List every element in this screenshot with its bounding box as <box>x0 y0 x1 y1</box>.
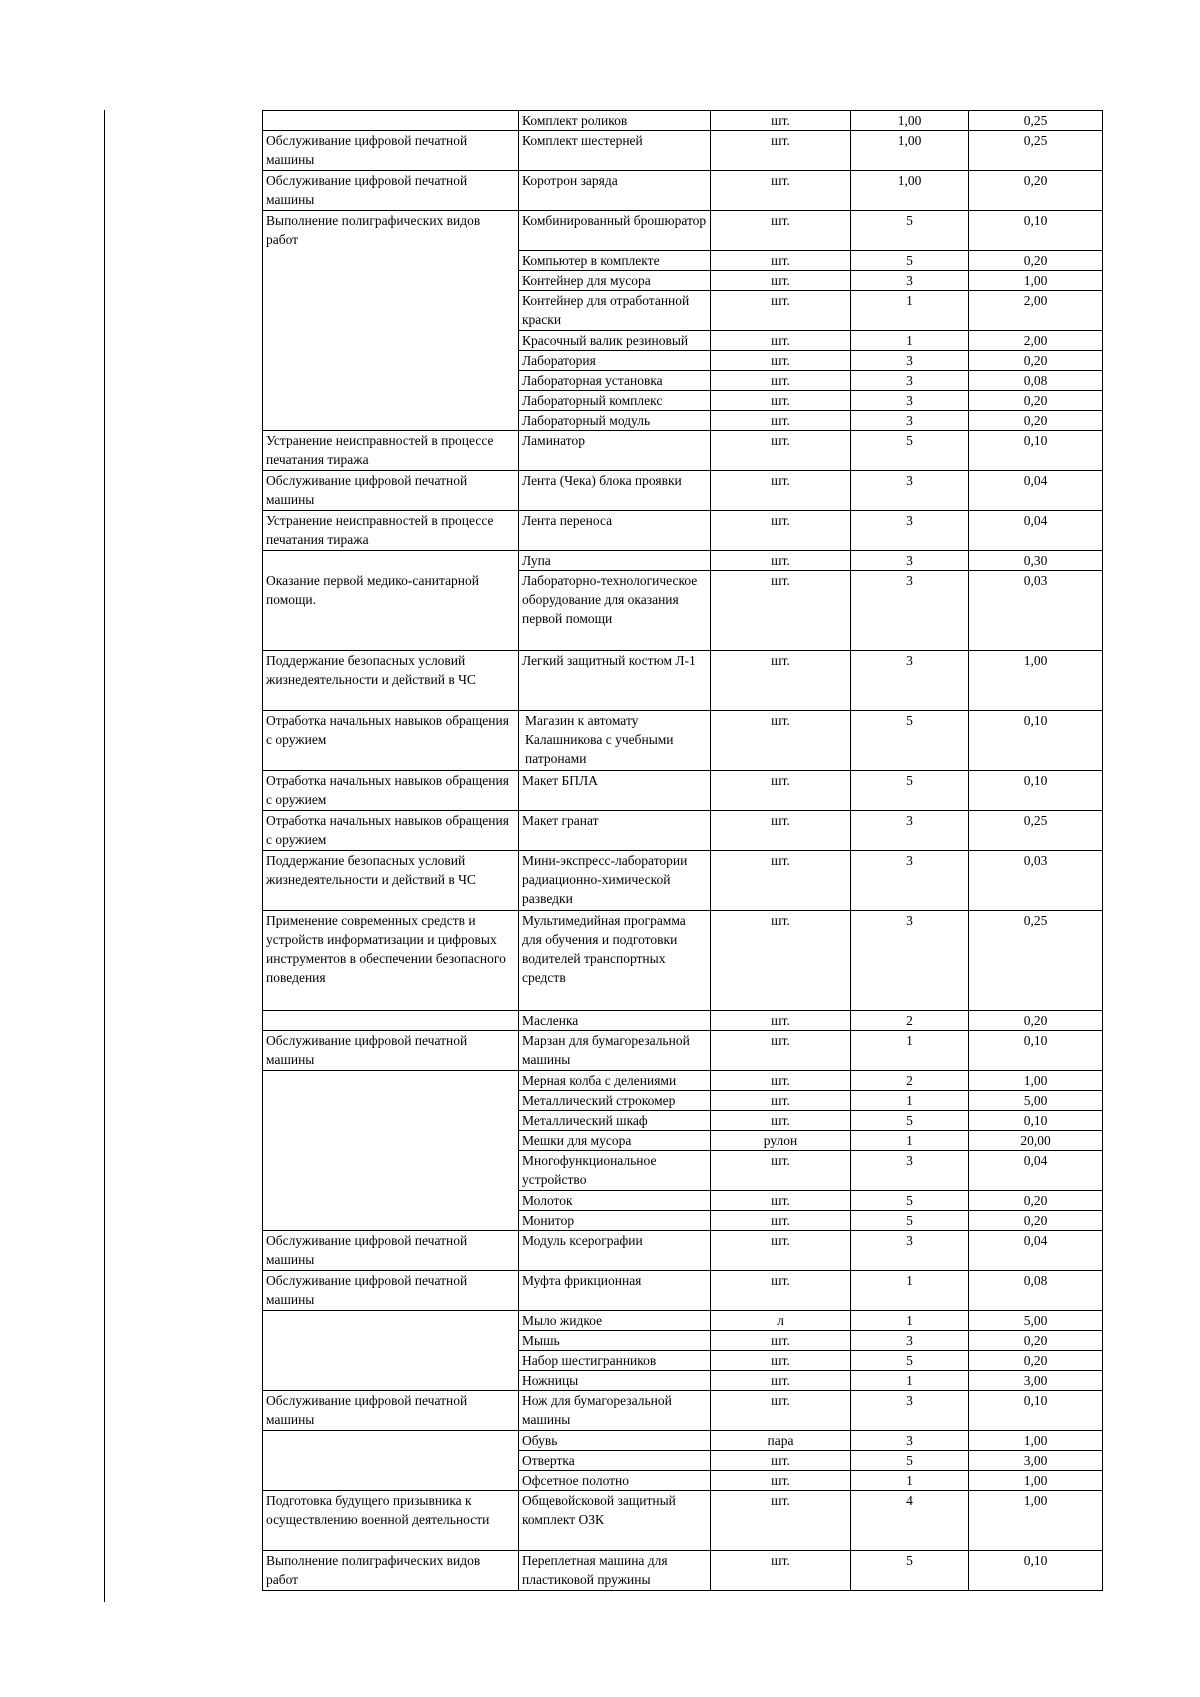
qty-cell: 3 <box>851 391 969 411</box>
norm-cell: 0,10 <box>969 431 1103 471</box>
qty-cell: 5 <box>851 431 969 471</box>
table-row <box>263 511 1103 551</box>
qty-cell: 3 <box>851 1151 969 1191</box>
table-row <box>263 131 1103 171</box>
unit-cell: шт. <box>711 551 851 571</box>
norm-cell: 1,00 <box>969 651 1103 711</box>
item-cell: Мини-экспресс-лаборатории радиационно-химической разведки <box>519 851 711 911</box>
unit-cell: шт. <box>711 651 851 711</box>
norm-cell: 5,00 <box>969 1091 1103 1111</box>
norm-cell: 1,00 <box>969 1471 1103 1491</box>
item-cell: Металлический строкомер <box>519 1091 711 1111</box>
qty-cell: 5 <box>851 711 969 771</box>
unit-cell: л <box>711 1311 851 1331</box>
qty-cell: 1 <box>851 1031 969 1071</box>
activity-cell: Подготовка будущего призывника к осуществлению военной деятельности <box>263 1491 519 1551</box>
table-row <box>263 1431 1103 1451</box>
qty-cell: 5 <box>851 1111 969 1131</box>
item-cell: Масленка <box>519 1011 711 1031</box>
table-row <box>263 811 1103 851</box>
unit-cell: шт. <box>711 1331 851 1351</box>
qty-cell: 3 <box>851 471 969 511</box>
unit-cell: шт. <box>711 851 851 911</box>
activity-cell <box>263 111 519 131</box>
activity-cell: Устранение неисправностей в процессе печатания тиража <box>263 431 519 471</box>
item-cell: Лабораторная установка <box>519 371 711 391</box>
norm-cell: 0,10 <box>969 1391 1103 1431</box>
item-cell: Монитор <box>519 1211 711 1231</box>
unit-cell: шт. <box>711 371 851 391</box>
norm-cell: 0,08 <box>969 371 1103 391</box>
item-cell: Лента (Чека) блока проявки <box>519 471 711 511</box>
unit-cell: шт. <box>711 1271 851 1311</box>
item-cell: Лаборатория <box>519 351 711 371</box>
unit-cell: шт. <box>711 771 851 811</box>
norm-cell: 0,04 <box>969 1151 1103 1191</box>
item-cell: Лупа <box>519 551 711 571</box>
qty-cell: 1 <box>851 1271 969 1311</box>
qty-cell: 5 <box>851 1451 969 1471</box>
unit-cell: шт. <box>711 711 851 771</box>
activity-cell: Отработка начальных навыков обращения с оружием <box>263 711 519 771</box>
qty-cell: 3 <box>851 371 969 391</box>
norm-cell: 0,10 <box>969 211 1103 251</box>
qty-cell: 5 <box>851 1191 969 1211</box>
unit-cell: шт. <box>711 331 851 351</box>
qty-cell: 3 <box>851 851 969 911</box>
norm-cell: 0,20 <box>969 391 1103 411</box>
item-cell: Офсетное полотно <box>519 1471 711 1491</box>
unit-cell: шт. <box>711 571 851 651</box>
activity-cell: Обслуживание цифровой печатной машины <box>263 1271 519 1311</box>
norm-cell: 1,00 <box>969 271 1103 291</box>
item-cell: Металлический шкаф <box>519 1111 711 1131</box>
unit-cell: шт. <box>711 1011 851 1031</box>
unit-cell: шт. <box>711 1391 851 1431</box>
activity-cell: Оказание первой медико-санитарной помощи. <box>263 551 519 651</box>
qty-cell: 3 <box>851 551 969 571</box>
activity-cell: Отработка начальных навыков обращения с оружием <box>263 771 519 811</box>
qty-cell: 1,00 <box>851 131 969 171</box>
norm-cell: 0,20 <box>969 171 1103 211</box>
qty-cell: 3 <box>851 1231 969 1271</box>
qty-cell: 1,00 <box>851 171 969 211</box>
item-cell: Легкий защитный костюм Л-1 <box>519 651 711 711</box>
qty-cell: 3 <box>851 1431 969 1451</box>
norm-cell: 0,03 <box>969 851 1103 911</box>
qty-cell: 4 <box>851 1491 969 1551</box>
norm-cell: 0,20 <box>969 1191 1103 1211</box>
norm-cell: 0,30 <box>969 551 1103 571</box>
activity-cell: Отработка начальных навыков обращения с оружием <box>263 811 519 851</box>
table-row <box>263 1271 1103 1311</box>
norm-cell: 0,10 <box>969 1551 1103 1591</box>
unit-cell: шт. <box>711 351 851 371</box>
qty-cell: 3 <box>851 271 969 291</box>
unit-cell: шт. <box>711 1351 851 1371</box>
norm-cell: 3,00 <box>969 1451 1103 1471</box>
norm-cell: 0,20 <box>969 411 1103 431</box>
table-row <box>263 1231 1103 1271</box>
item-cell: Лента переноса <box>519 511 711 551</box>
norm-cell: 0,04 <box>969 511 1103 551</box>
qty-cell: 3 <box>851 511 969 551</box>
activity-cell <box>263 1071 519 1231</box>
table-row <box>263 851 1103 911</box>
qty-cell: 5 <box>851 211 969 251</box>
norm-cell: 3,00 <box>969 1371 1103 1391</box>
unit-cell: шт. <box>711 1551 851 1591</box>
table-row <box>263 1011 1103 1031</box>
item-cell: Общевойсковой защитный комплект ОЗК <box>519 1491 711 1551</box>
equipment-table <box>262 110 1103 1591</box>
norm-cell: 0,20 <box>969 1011 1103 1031</box>
activity-cell: Обслуживание цифровой печатной машины <box>263 1031 519 1071</box>
item-cell: Комплект роликов <box>519 111 711 131</box>
norm-cell: 5,00 <box>969 1311 1103 1331</box>
qty-cell: 1 <box>851 1091 969 1111</box>
qty-cell: 1 <box>851 1131 969 1151</box>
page-margin-line <box>104 110 105 1602</box>
activity-cell: Выполнение полиграфических видов работ <box>263 1551 519 1591</box>
unit-cell: шт. <box>711 111 851 131</box>
item-cell: Контейнер для отработанной краски <box>519 291 711 331</box>
activity-cell: Обслуживание цифровой печатной машины <box>263 131 519 171</box>
qty-cell: 5 <box>851 1351 969 1371</box>
qty-cell: 5 <box>851 1551 969 1591</box>
item-cell: Красочный валик резиновый <box>519 331 711 351</box>
item-cell: Лабораторный модуль <box>519 411 711 431</box>
item-cell: Обувь <box>519 1431 711 1451</box>
table-row <box>263 1031 1103 1071</box>
item-cell: Мультимедийная программа для обучения и подготовки водителей транспортных средств <box>519 911 711 1011</box>
unit-cell: шт. <box>711 471 851 511</box>
table-row <box>263 551 1103 571</box>
qty-cell: 3 <box>851 811 969 851</box>
table-row <box>263 1491 1103 1551</box>
norm-cell: 20,00 <box>969 1131 1103 1151</box>
table-row <box>263 771 1103 811</box>
item-cell: Ламинатор <box>519 431 711 471</box>
table-row <box>263 211 1103 251</box>
unit-cell: шт. <box>711 291 851 331</box>
item-cell: Набор шестигранников <box>519 1351 711 1371</box>
norm-cell: 0,25 <box>969 811 1103 851</box>
unit-cell: шт. <box>711 411 851 431</box>
item-cell: Мыло жидкое <box>519 1311 711 1331</box>
qty-cell: 3 <box>851 571 969 651</box>
norm-cell: 0,10 <box>969 1111 1103 1131</box>
norm-cell: 1,00 <box>969 1491 1103 1551</box>
norm-cell: 0,03 <box>969 571 1103 651</box>
unit-cell: шт. <box>711 1471 851 1491</box>
norm-cell: 0,20 <box>969 1211 1103 1231</box>
unit-cell: шт. <box>711 1151 851 1191</box>
activity-cell: Обслуживание цифровой печатной машины <box>263 471 519 511</box>
item-cell: Лабораторный комплекс <box>519 391 711 411</box>
norm-cell: 0,10 <box>969 771 1103 811</box>
unit-cell: шт. <box>711 1071 851 1091</box>
norm-cell: 0,20 <box>969 251 1103 271</box>
unit-cell: шт. <box>711 271 851 291</box>
unit-cell: шт. <box>711 1091 851 1111</box>
unit-cell: пара <box>711 1431 851 1451</box>
norm-cell: 0,20 <box>969 1331 1103 1351</box>
qty-cell: 3 <box>851 651 969 711</box>
norm-cell: 1,00 <box>969 1071 1103 1091</box>
table-row <box>263 1071 1103 1091</box>
activity-cell <box>263 1311 519 1391</box>
table-row <box>263 111 1103 131</box>
norm-cell: 0,10 <box>969 1031 1103 1071</box>
unit-cell: шт. <box>711 1211 851 1231</box>
unit-cell: шт. <box>711 1231 851 1271</box>
item-cell: Нож для бумагорезальной машины <box>519 1391 711 1431</box>
norm-cell: 2,00 <box>969 331 1103 351</box>
unit-cell: шт. <box>711 131 851 171</box>
qty-cell: 3 <box>851 1331 969 1351</box>
norm-cell: 1,00 <box>969 1431 1103 1451</box>
table-row <box>263 431 1103 471</box>
qty-cell: 3 <box>851 1391 969 1431</box>
item-cell: Мешки для мусора <box>519 1131 711 1151</box>
qty-cell: 1 <box>851 331 969 351</box>
qty-cell: 5 <box>851 771 969 811</box>
qty-cell: 5 <box>851 1211 969 1231</box>
unit-cell: шт. <box>711 431 851 471</box>
table-row <box>263 171 1103 211</box>
activity-cell <box>263 1011 519 1031</box>
norm-cell: 2,00 <box>969 291 1103 331</box>
item-cell: Многофункциональное устройство <box>519 1151 711 1191</box>
activity-cell: Поддержание безопасных условий жизнедеятельности и действий в ЧС <box>263 851 519 911</box>
unit-cell: шт. <box>711 211 851 251</box>
item-cell: Коротрон заряда <box>519 171 711 211</box>
qty-cell: 1 <box>851 1311 969 1331</box>
norm-cell: 0,20 <box>969 351 1103 371</box>
qty-cell: 1 <box>851 1371 969 1391</box>
item-cell: Отвертка <box>519 1451 711 1471</box>
item-cell: Молоток <box>519 1191 711 1211</box>
qty-cell: 3 <box>851 351 969 371</box>
activity-cell <box>263 1431 519 1491</box>
item-cell: Магазин к автомату Калашникова с учебными патронами <box>519 711 711 771</box>
unit-cell: шт. <box>711 1491 851 1551</box>
table-row <box>263 911 1103 1011</box>
qty-cell: 1,00 <box>851 111 969 131</box>
unit-cell: шт. <box>711 1111 851 1131</box>
unit-cell: рулон <box>711 1131 851 1151</box>
table-row <box>263 1551 1103 1591</box>
item-cell: Макет гранат <box>519 811 711 851</box>
item-cell: Комплект шестерней <box>519 131 711 171</box>
qty-cell: 2 <box>851 1071 969 1091</box>
table-row <box>263 1311 1103 1331</box>
item-cell: Мерная колба с делениями <box>519 1071 711 1091</box>
unit-cell: шт. <box>711 1191 851 1211</box>
activity-cell: Выполнение полиграфических видов работ <box>263 211 519 431</box>
item-cell: Контейнер для мусора <box>519 271 711 291</box>
qty-cell: 1 <box>851 291 969 331</box>
item-cell: Муфта фрикционная <box>519 1271 711 1311</box>
activity-cell: Обслуживание цифровой печатной машины <box>263 171 519 211</box>
norm-cell: 0,04 <box>969 471 1103 511</box>
qty-cell: 3 <box>851 411 969 431</box>
item-cell: Лабораторно-технологическое оборудование для оказания первой помощи <box>519 571 711 651</box>
activity-cell: Применение современных средств и устройств информатизации и цифровых инструментов в обеспечении безопасного поведения <box>263 911 519 1011</box>
table-row <box>263 651 1103 711</box>
norm-cell: 0,04 <box>969 1231 1103 1271</box>
activity-cell: Поддержание безопасных условий жизнедеятельности и действий в ЧС <box>263 651 519 711</box>
norm-cell: 0,08 <box>969 1271 1103 1311</box>
activity-cell: Обслуживание цифровой печатной машины <box>263 1391 519 1431</box>
item-cell: Макет БПЛА <box>519 771 711 811</box>
unit-cell: шт. <box>711 171 851 211</box>
unit-cell: шт. <box>711 251 851 271</box>
qty-cell: 3 <box>851 911 969 1011</box>
norm-cell: 0,25 <box>969 131 1103 171</box>
item-cell: Компьютер в комплекте <box>519 251 711 271</box>
unit-cell: шт. <box>711 1031 851 1071</box>
activity-cell: Обслуживание цифровой печатной машины <box>263 1231 519 1271</box>
item-cell: Комбинированный брошюратор <box>519 211 711 251</box>
item-cell: Мышь <box>519 1331 711 1351</box>
table-row <box>263 711 1103 771</box>
item-cell: Марзан для бумагорезальной машины <box>519 1031 711 1071</box>
unit-cell: шт. <box>711 1451 851 1471</box>
norm-cell: 0,25 <box>969 911 1103 1011</box>
table-row <box>263 1391 1103 1431</box>
item-cell: Переплетная машина для пластиковой пружины <box>519 1551 711 1591</box>
unit-cell: шт. <box>711 511 851 551</box>
unit-cell: шт. <box>711 1371 851 1391</box>
qty-cell: 5 <box>851 251 969 271</box>
item-cell: Ножницы <box>519 1371 711 1391</box>
item-cell: Модуль ксерографии <box>519 1231 711 1271</box>
norm-cell: 0,25 <box>969 111 1103 131</box>
norm-cell: 0,20 <box>969 1351 1103 1371</box>
unit-cell: шт. <box>711 911 851 1011</box>
unit-cell: шт. <box>711 811 851 851</box>
activity-cell: Устранение неисправностей в процессе печатания тиража <box>263 511 519 551</box>
norm-cell: 0,10 <box>969 711 1103 771</box>
qty-cell: 2 <box>851 1011 969 1031</box>
qty-cell: 1 <box>851 1471 969 1491</box>
table-row <box>263 471 1103 511</box>
unit-cell: шт. <box>711 391 851 411</box>
